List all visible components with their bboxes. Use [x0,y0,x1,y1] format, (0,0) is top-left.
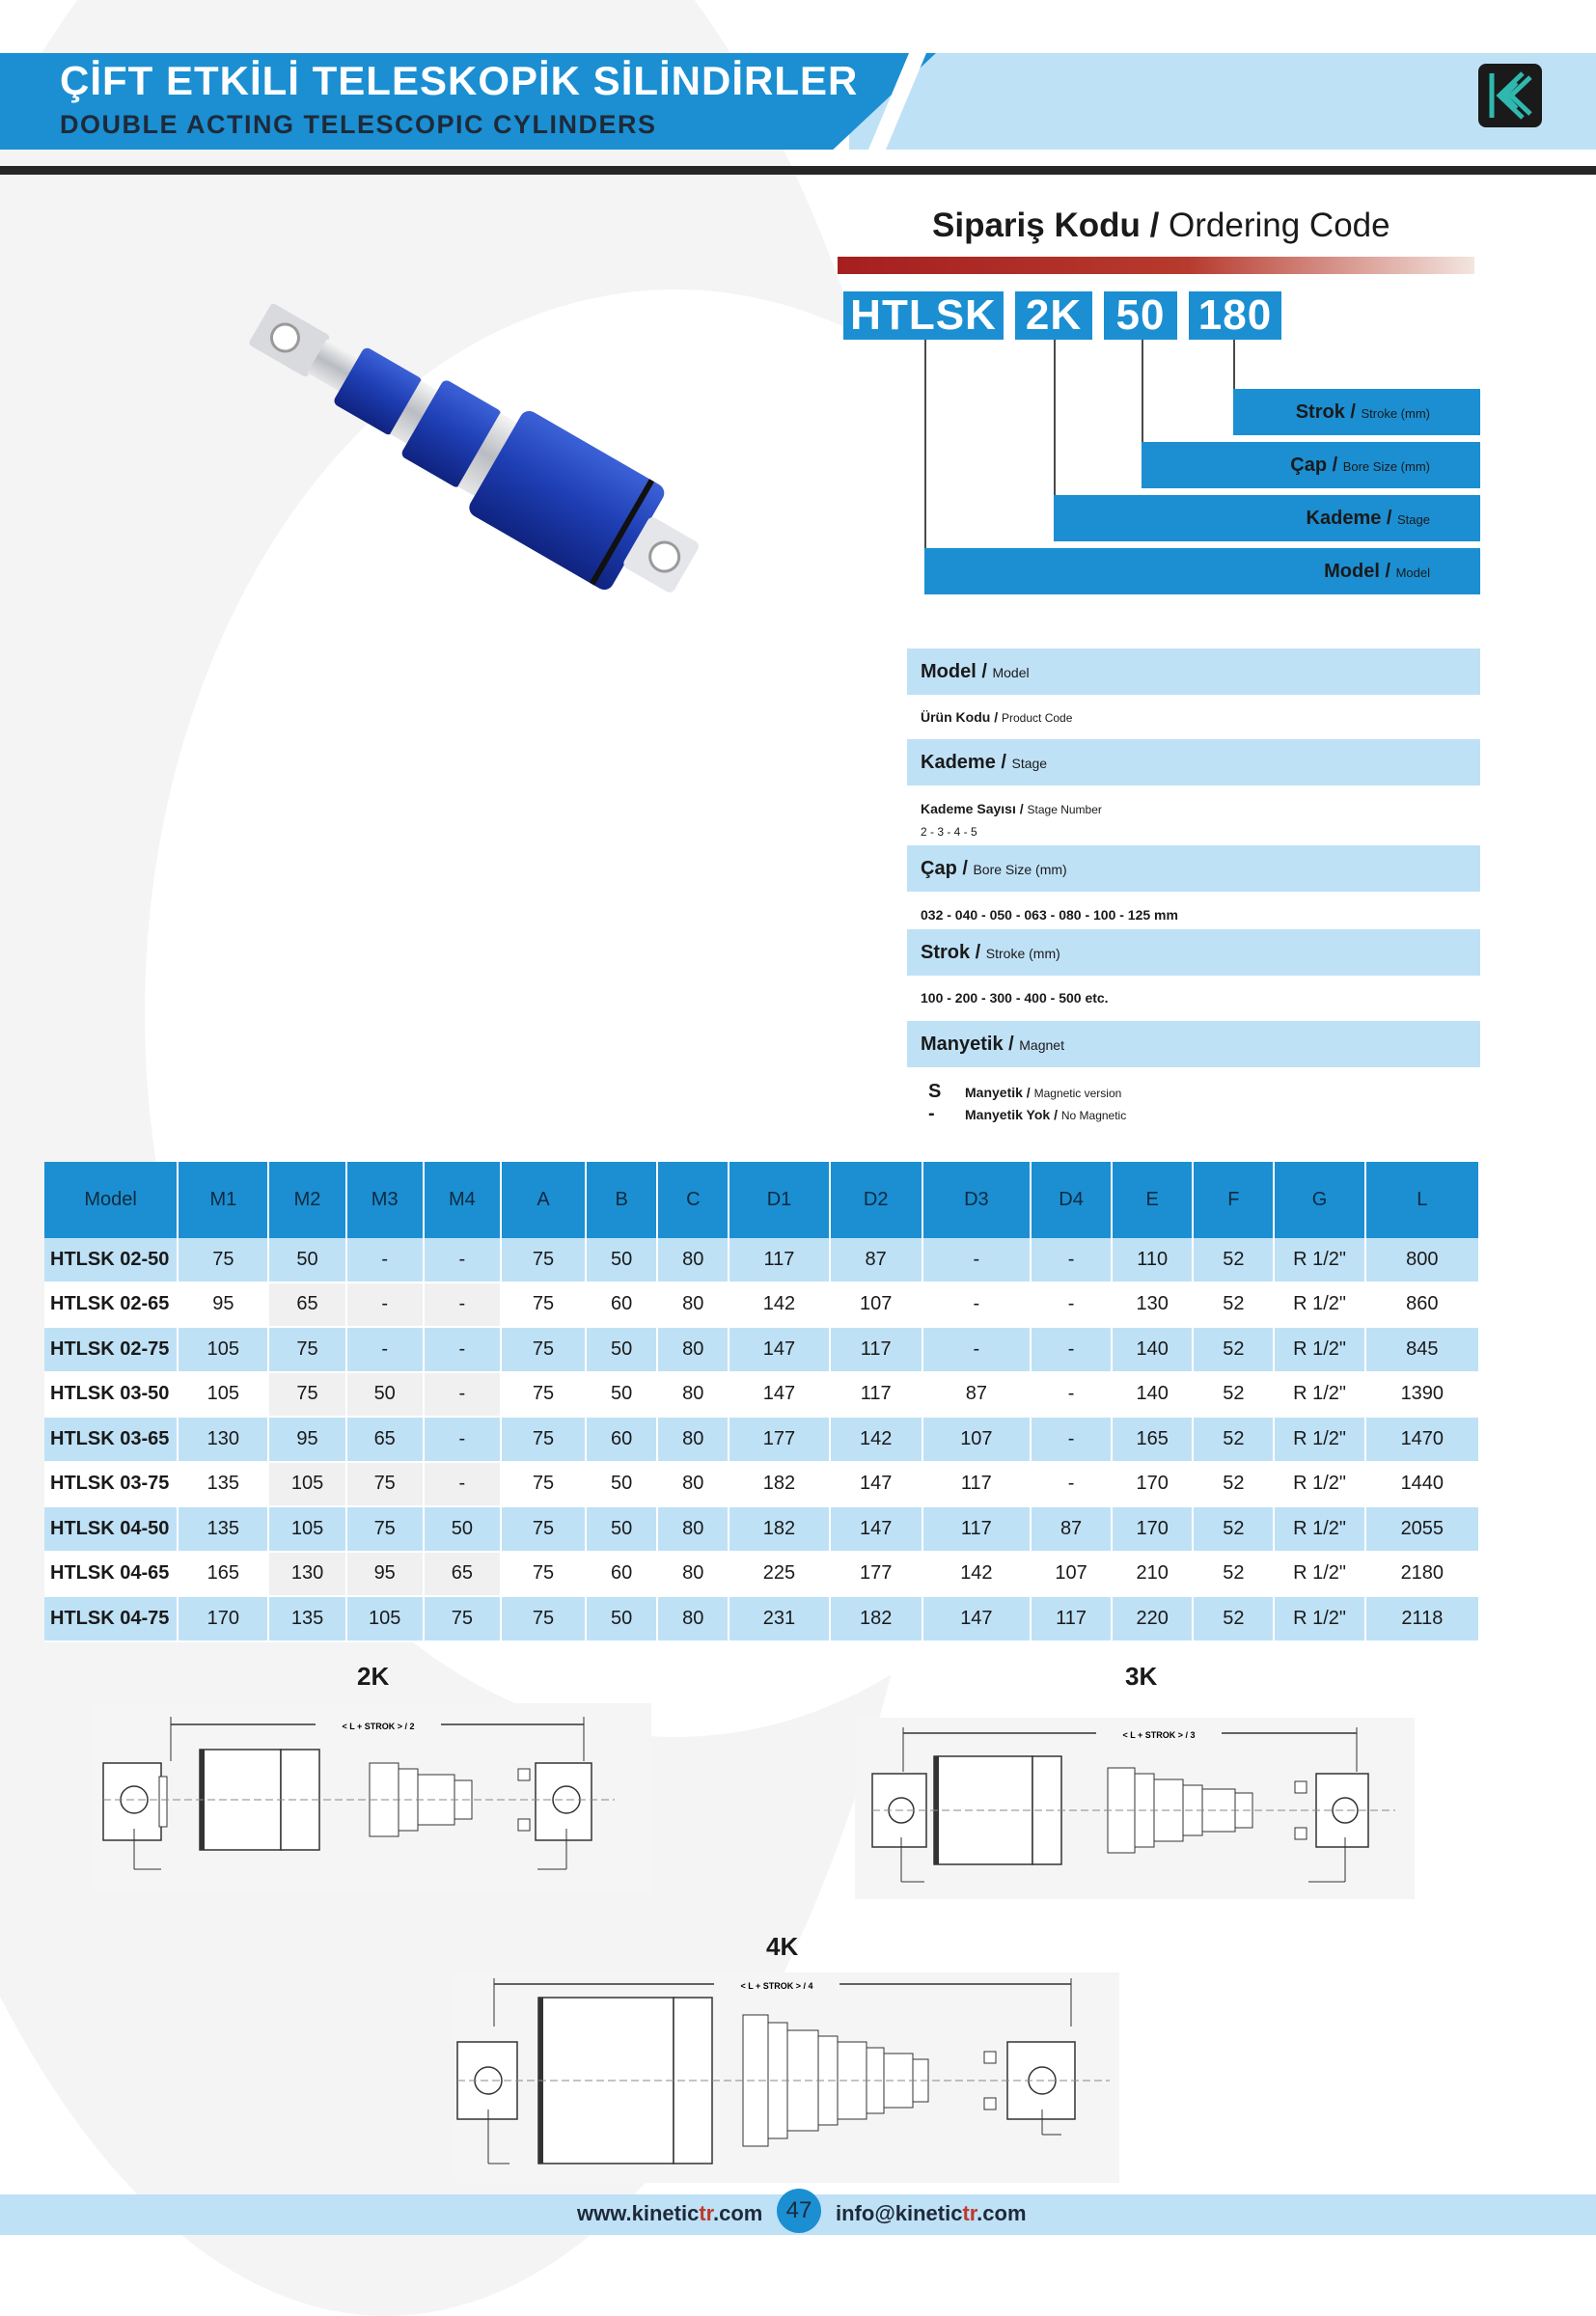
table-cell: 80 [657,1282,729,1328]
page-subtitle: DOUBLE ACTING TELESCOPIC CYLINDERS [60,110,657,139]
table-cell: 140 [1112,1327,1193,1372]
table-cell: 80 [657,1462,729,1507]
table-cell: 65 [346,1417,424,1462]
table-cell: - [1031,1462,1112,1507]
table-cell: 170 [1112,1506,1193,1552]
table-cell: 117 [922,1462,1031,1507]
table-cell: 75 [501,1417,586,1462]
table-cell: 800 [1365,1238,1479,1282]
table-cell: 130 [178,1417,268,1462]
table-cell: - [922,1238,1031,1282]
table-cell: 52 [1193,1552,1274,1597]
dimensions-table [44,1162,1480,1642]
table-cell: 177 [830,1552,922,1597]
bar-stroke: Strok / Stroke (mm) [1233,389,1480,435]
table-header-cell: D4 [1031,1162,1112,1238]
table-cell: HTLSK 04-50 [44,1506,178,1552]
table-cell: 117 [922,1506,1031,1552]
table-header-cell: L [1365,1162,1479,1238]
table-cell: R 1/2" [1274,1238,1364,1282]
table-header-cell: D2 [830,1162,922,1238]
table-cell: 75 [501,1552,586,1597]
table-cell: 182 [729,1506,829,1552]
table-cell: 2118 [1365,1596,1479,1641]
table-cell: 130 [1112,1282,1193,1328]
table-cell: R 1/2" [1274,1327,1364,1372]
key-model-heading: Model / Model [907,648,1480,695]
table-cell: 165 [1112,1417,1193,1462]
key-stage-values: 2 - 3 - 4 - 5 [921,825,977,839]
table-cell: 147 [830,1506,922,1552]
table-cell: - [424,1462,501,1507]
dim-label-3k: < L + STROK > / 3 [1122,1730,1196,1740]
table-row [44,1238,1479,1282]
table-cell: 50 [586,1238,657,1282]
table-cell: 87 [1031,1506,1112,1552]
table-cell: 182 [830,1596,922,1641]
table-cell: 75 [268,1372,345,1418]
table-cell: 225 [729,1552,829,1597]
table-cell: HTLSK 03-75 [44,1462,178,1507]
page-number: 47 [777,2189,821,2233]
cylinder-product-image [218,222,720,666]
table-cell: 95 [346,1552,424,1597]
table-cell: - [1031,1372,1112,1418]
table-row [44,1282,1479,1328]
connector-line-stage [1054,340,1056,496]
table-cell: 75 [424,1596,501,1641]
table-cell: 80 [657,1238,729,1282]
table-cell: 130 [268,1552,345,1597]
table-cell: HTLSK 04-75 [44,1596,178,1641]
table-cell: 95 [178,1282,268,1328]
table-cell: 105 [268,1506,345,1552]
table-cell: 105 [346,1596,424,1641]
table-cell: 52 [1193,1282,1274,1328]
table-row [44,1462,1479,1507]
table-cell: 52 [1193,1596,1274,1641]
table-cell: 75 [501,1327,586,1372]
table-cell: - [922,1327,1031,1372]
table-cell: R 1/2" [1274,1552,1364,1597]
table-cell: 60 [586,1282,657,1328]
code-bore-box: 50 [1104,291,1177,340]
table-cell: - [1031,1238,1112,1282]
table-cell: 170 [1112,1462,1193,1507]
diagram-4k-label: 4K [766,1932,799,1961]
header-rule [0,166,1596,175]
key-bore-heading: Çap / Bore Size (mm) [907,845,1480,892]
table-cell: 140 [1112,1372,1193,1418]
table-cell: 2055 [1365,1506,1479,1552]
table-cell: - [346,1327,424,1372]
table-cell: 147 [922,1596,1031,1641]
table-cell: R 1/2" [1274,1417,1364,1462]
table-cell: - [1031,1327,1112,1372]
connector-line-model [924,340,926,550]
diagram-3k [855,1718,1415,1899]
table-cell: 50 [268,1238,345,1282]
table-row [44,1596,1479,1641]
table-cell: - [424,1372,501,1418]
table-cell: R 1/2" [1274,1282,1364,1328]
table-body [44,1238,1479,1641]
table-cell: 845 [1365,1327,1479,1372]
table-cell: 105 [178,1372,268,1418]
table-cell: 147 [729,1327,829,1372]
table-cell: 147 [729,1372,829,1418]
table-header-cell: B [586,1162,657,1238]
bar-stage: Kademe / Stage [1054,495,1480,541]
diagram-2k [94,1703,651,1894]
footer-website-link[interactable]: www.kinetictr.com [577,2201,763,2225]
connector-line-stroke [1233,340,1235,390]
table-cell: R 1/2" [1274,1596,1364,1641]
table-cell: 210 [1112,1552,1193,1597]
key-magnet-heading: Manyetik / Magnet [907,1021,1480,1067]
key-magnet-no: - Manyetik Yok / No Magnetic [928,1103,1127,1124]
key-magnet-yes: S Manyetik / Magnetic version [928,1081,1122,1102]
key-stage-number: Kademe Sayısı / Stage Number [921,801,1102,816]
table-cell: R 1/2" [1274,1462,1364,1507]
table-cell: - [346,1238,424,1282]
table-cell: 80 [657,1596,729,1641]
table-cell: 87 [830,1238,922,1282]
table-cell: 50 [424,1506,501,1552]
diagram-4k [454,1972,1119,2183]
table-cell: 75 [501,1372,586,1418]
dim-label-4k: < L + STROK > / 4 [740,1981,813,1991]
key-bore-values: 032 - 040 - 050 - 063 - 080 - 100 - 125 mm [921,907,1178,923]
table-header-cell: C [657,1162,729,1238]
table-cell: R 1/2" [1274,1372,1364,1418]
table-cell: 170 [178,1596,268,1641]
table-row [44,1506,1479,1552]
table-cell: 95 [268,1417,345,1462]
table-row [44,1327,1479,1372]
bar-model: Model / Model [924,548,1480,594]
table-cell: 107 [1031,1552,1112,1597]
table-cell: 1470 [1365,1417,1479,1462]
table-header-cell: Model [44,1162,178,1238]
table-cell: 87 [922,1372,1031,1418]
bar-bore-size: Çap / Bore Size (mm) [1142,442,1480,488]
table-cell: - [922,1282,1031,1328]
table-cell: 142 [830,1417,922,1462]
table-cell: R 1/2" [1274,1506,1364,1552]
key-stage-heading: Kademe / Stage [907,739,1480,786]
table-cell: 135 [178,1462,268,1507]
table-cell: - [1031,1417,1112,1462]
table-cell: HTLSK 03-50 [44,1372,178,1418]
table-cell: 75 [501,1282,586,1328]
table-cell: 105 [178,1327,268,1372]
table-header-cell: M3 [346,1162,424,1238]
table-header-cell: M2 [268,1162,345,1238]
table-cell: 80 [657,1372,729,1418]
table-cell: 50 [586,1462,657,1507]
code-stage-box: 2K [1015,291,1092,340]
table-cell: - [424,1327,501,1372]
table-cell: 50 [586,1596,657,1641]
table-cell: 177 [729,1417,829,1462]
table-cell: 860 [1365,1282,1479,1328]
table-cell: 75 [501,1506,586,1552]
table-cell: 117 [830,1327,922,1372]
diagram-2k-label: 2K [357,1662,390,1691]
table-cell: 107 [922,1417,1031,1462]
table-cell: 75 [501,1596,586,1641]
table-cell: HTLSK 03-65 [44,1417,178,1462]
kinetic-logo-icon [1478,64,1542,127]
table-cell: 50 [586,1506,657,1552]
table-cell: 1390 [1365,1372,1479,1418]
table-header-cell: A [501,1162,586,1238]
table-cell: 75 [501,1238,586,1282]
table-cell: 165 [178,1552,268,1597]
table-cell: 117 [729,1238,829,1282]
table-cell: 60 [586,1417,657,1462]
connector-line-bore [1142,340,1143,444]
table-cell: 107 [830,1282,922,1328]
table-row [44,1417,1479,1462]
table-cell: 105 [268,1462,345,1507]
table-header-cell: F [1193,1162,1274,1238]
table-row [44,1372,1479,1418]
table-cell: 117 [830,1372,922,1418]
table-cell: 80 [657,1506,729,1552]
table-cell: 135 [268,1596,345,1641]
table-cell: - [424,1282,501,1328]
table-cell: 117 [1031,1596,1112,1641]
table-cell: 147 [830,1462,922,1507]
table-header-cell: M1 [178,1162,268,1238]
code-stroke-box: 180 [1189,291,1281,340]
ordering-code-accent-bar [838,257,1474,274]
table-cell: 60 [586,1552,657,1597]
dim-label-2k: < L + STROK > / 2 [342,1722,415,1731]
table-cell: 52 [1193,1417,1274,1462]
table-cell: 75 [178,1238,268,1282]
key-stroke-heading: Strok / Stroke (mm) [907,929,1480,976]
table-cell: 1440 [1365,1462,1479,1507]
footer-email-link[interactable]: info@kinetictr.com [836,2201,1027,2225]
table-cell: HTLSK 02-75 [44,1327,178,1372]
table-cell: 182 [729,1462,829,1507]
table-cell: 75 [268,1327,345,1372]
table-cell: 65 [268,1282,345,1328]
table-cell: 52 [1193,1327,1274,1372]
table-cell: 52 [1193,1506,1274,1552]
table-cell: 52 [1193,1238,1274,1282]
diagram-3k-label: 3K [1125,1662,1158,1691]
table-cell: - [346,1282,424,1328]
table-cell: 50 [346,1372,424,1418]
table-cell: HTLSK 02-50 [44,1238,178,1282]
table-cell: 50 [586,1372,657,1418]
table-cell: 75 [346,1506,424,1552]
table-cell: 80 [657,1327,729,1372]
table-cell: HTLSK 02-65 [44,1282,178,1328]
table-cell: 50 [586,1327,657,1372]
table-cell: 135 [178,1506,268,1552]
table-cell: 80 [657,1417,729,1462]
table-cell: - [424,1238,501,1282]
table-cell: 231 [729,1596,829,1641]
code-model-box: HTLSK [843,291,1004,340]
table-cell: 2180 [1365,1552,1479,1597]
table-cell: 142 [729,1282,829,1328]
key-stroke-values: 100 - 200 - 300 - 400 - 500 etc. [921,990,1109,1006]
table-header-cell: M4 [424,1162,501,1238]
table-header-row [44,1162,1479,1238]
table-cell: HTLSK 04-65 [44,1552,178,1597]
table-cell: 75 [346,1462,424,1507]
table-cell: 52 [1193,1462,1274,1507]
table-row [44,1552,1479,1597]
table-cell: - [1031,1282,1112,1328]
key-product-code: Ürün Kodu / Product Code [921,709,1073,725]
table-header-cell: D1 [729,1162,829,1238]
ordering-code-title: Sipariş Kodu / Ordering Code [932,207,1390,244]
table-cell: 80 [657,1552,729,1597]
table-cell: 142 [922,1552,1031,1597]
table-cell: 220 [1112,1596,1193,1641]
table-header-cell: D3 [922,1162,1031,1238]
table-cell: - [424,1417,501,1462]
page-title: ÇİFT ETKİLİ TELESKOPİK SİLİNDİRLER [60,58,859,103]
table-cell: 110 [1112,1238,1193,1282]
table-cell: 65 [424,1552,501,1597]
table-header-cell: E [1112,1162,1193,1238]
table-header-cell: G [1274,1162,1364,1238]
table-cell: 52 [1193,1372,1274,1418]
table-cell: 75 [501,1462,586,1507]
